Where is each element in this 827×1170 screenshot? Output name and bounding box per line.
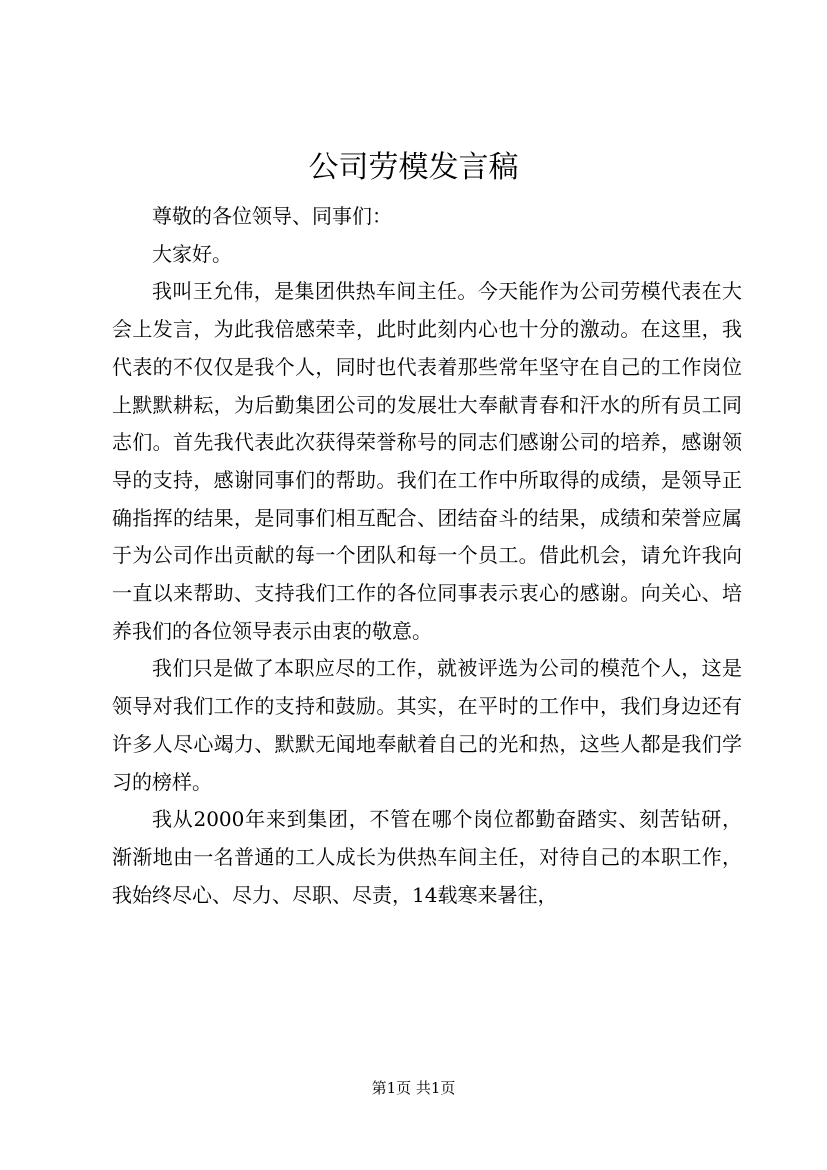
document-title: 公司劳模发言稿 — [308, 150, 519, 185]
paragraph: 我们只是做了本职应尽的工作，就被评选为公司的模范个人，这是领导对我们工作的支持和鼓励。其实，在平时的工作中，我们身边还有许多人尽心竭力、默默无闻地奉献着自己的光和热，这些人都是我们学习的榜样。 — [112, 656, 742, 794]
greeting: 大家好。 — [152, 241, 232, 266]
document-body — [112, 198, 742, 914]
paragraph: 我从2000年来到集团，不管在哪个岗位都勤奋踏实、刻苦钻研，渐渐地由一名普通的工人成长为供热车间主任，对待自己的本职工作，我始终尽心、尽力、尽职、尽责，14载寒来暑往， — [112, 807, 742, 907]
page-footer: 第1页 共1页 — [371, 1079, 456, 1097]
salutation: 尊敬的各位领导、同事们： — [152, 204, 392, 228]
paragraph: 我叫王允伟，是集团供热车间主任。今天能作为公司劳模代表在大会上发言，为此我倍感荣幸，此时此刻内心也十分的激动。在这里，我代表的不仅仅是我个人，同时也代表着那些常年坚守在自己的工作岗位上默默耕耘，为后勤集团公司的发展壮大奉献青春和汗水的所有员工同志们。首先我代表此次获得荣誉称号的同志们感谢公司的培养，感谢领导的支持，感谢同事们的帮助。我们在工作中所取得的成绩，是领导正确指挥的结果，是同事们相互配合、团结奋斗的结果，成绩和荣誉应属于为公司作出贡献的每一个团队和每一个员工。借此机会，请允许我向一直以来帮助、支持我们工作的各位同事表示衷心的感谢。向关心、培养我们的各位领导表示由衷的敬意。 — [112, 279, 742, 643]
